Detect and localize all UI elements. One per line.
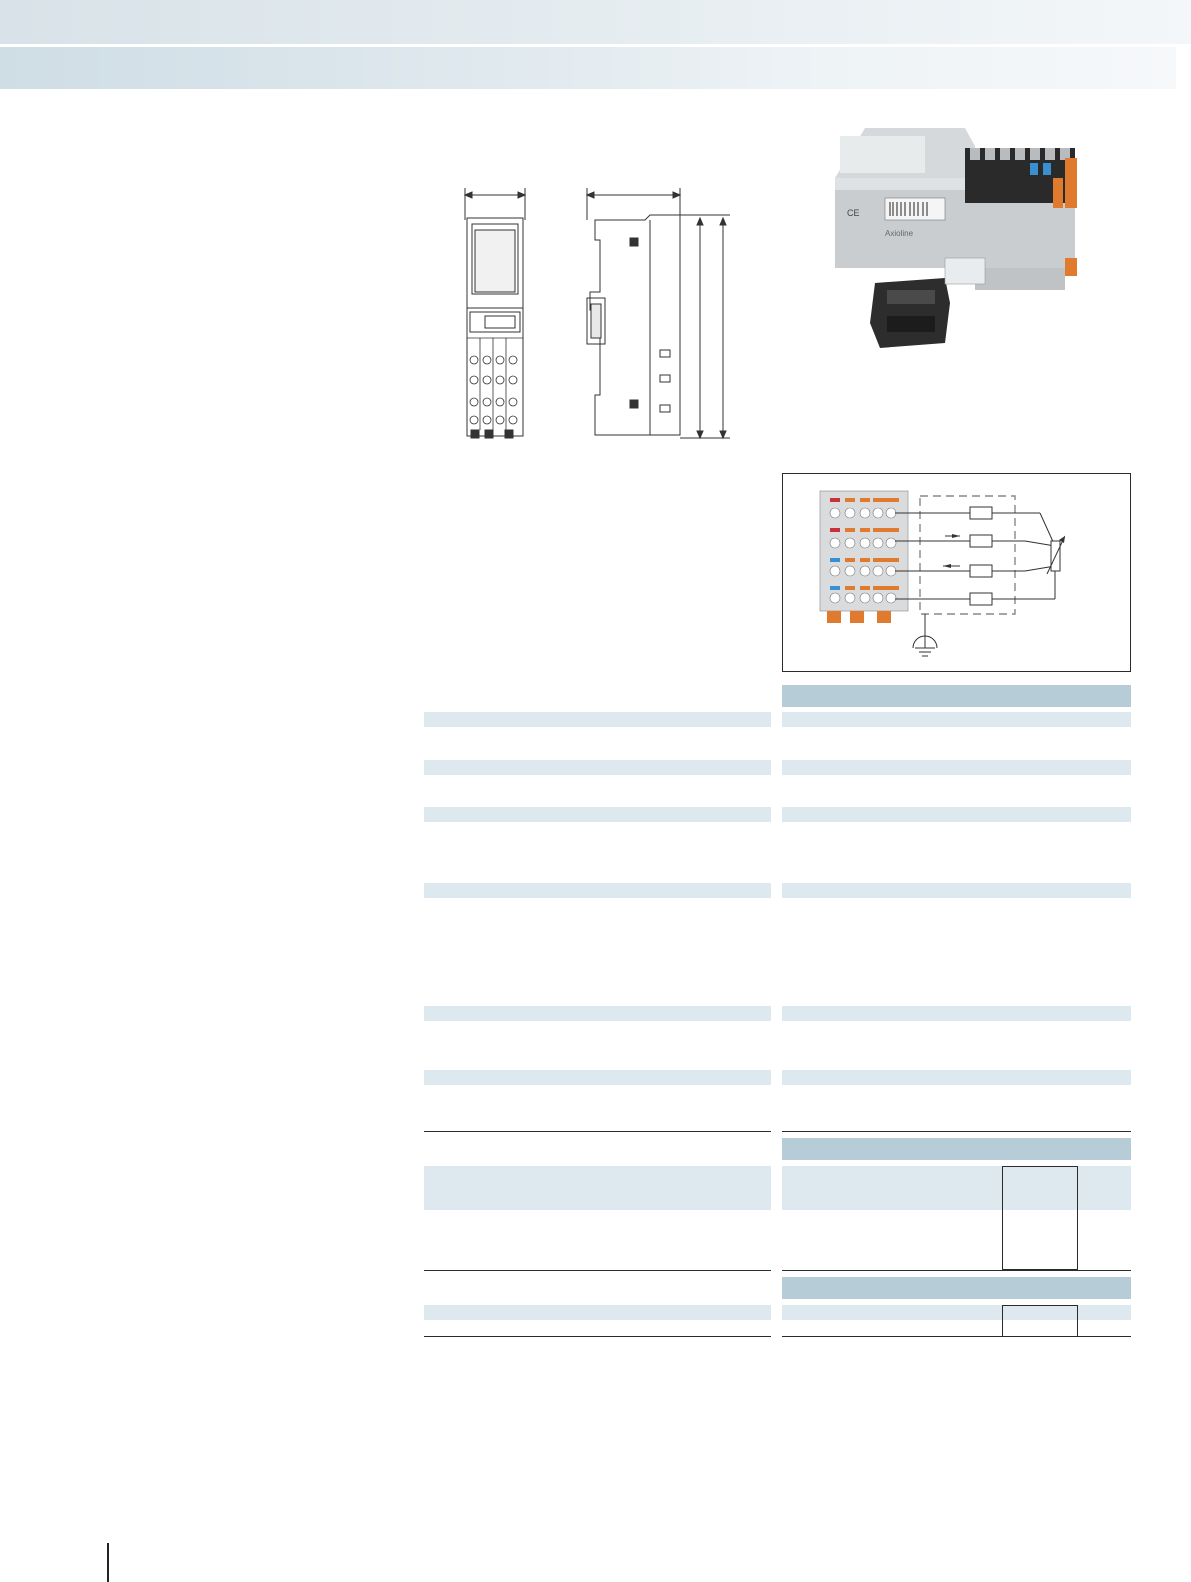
table-row-right (782, 1070, 1131, 1085)
table-row-right (782, 883, 1131, 898)
page-margin-bar (107, 1543, 109, 1582)
table-header-right-2 (782, 1138, 1131, 1160)
connection-diagram (815, 486, 1065, 661)
product-photo (825, 118, 1095, 358)
table-divider (782, 1131, 1131, 1132)
table-row-right (782, 712, 1131, 727)
table-header-right-1 (782, 685, 1131, 707)
svg-text:CE: CE (847, 208, 860, 218)
table-row-left (424, 807, 771, 822)
table-divider (782, 1270, 1131, 1271)
dimension-drawing (455, 180, 735, 445)
table-row-right (782, 1006, 1131, 1021)
table-row-right (782, 807, 1131, 822)
subheader-band (0, 47, 1176, 89)
table-divider (782, 1336, 1131, 1337)
accessory-row-left (424, 1305, 771, 1320)
product-logo-text: Axioline (885, 229, 914, 238)
order-row-right (782, 1166, 1131, 1210)
table-header-right-3 (782, 1277, 1131, 1299)
header-band (0, 0, 1191, 44)
table-row-left (424, 712, 771, 727)
order-number-cell (1002, 1166, 1078, 1270)
table-divider (424, 1131, 771, 1132)
table-divider (424, 1270, 771, 1271)
table-row-left (424, 760, 771, 775)
table-divider (424, 1336, 771, 1337)
order-row-left (424, 1166, 771, 1210)
table-row-left (424, 883, 771, 898)
accessory-order-cell (1002, 1305, 1078, 1337)
table-row-left (424, 1070, 771, 1085)
accessory-row-right (782, 1305, 1131, 1320)
table-row-left (424, 1006, 771, 1021)
table-row-right (782, 760, 1131, 775)
